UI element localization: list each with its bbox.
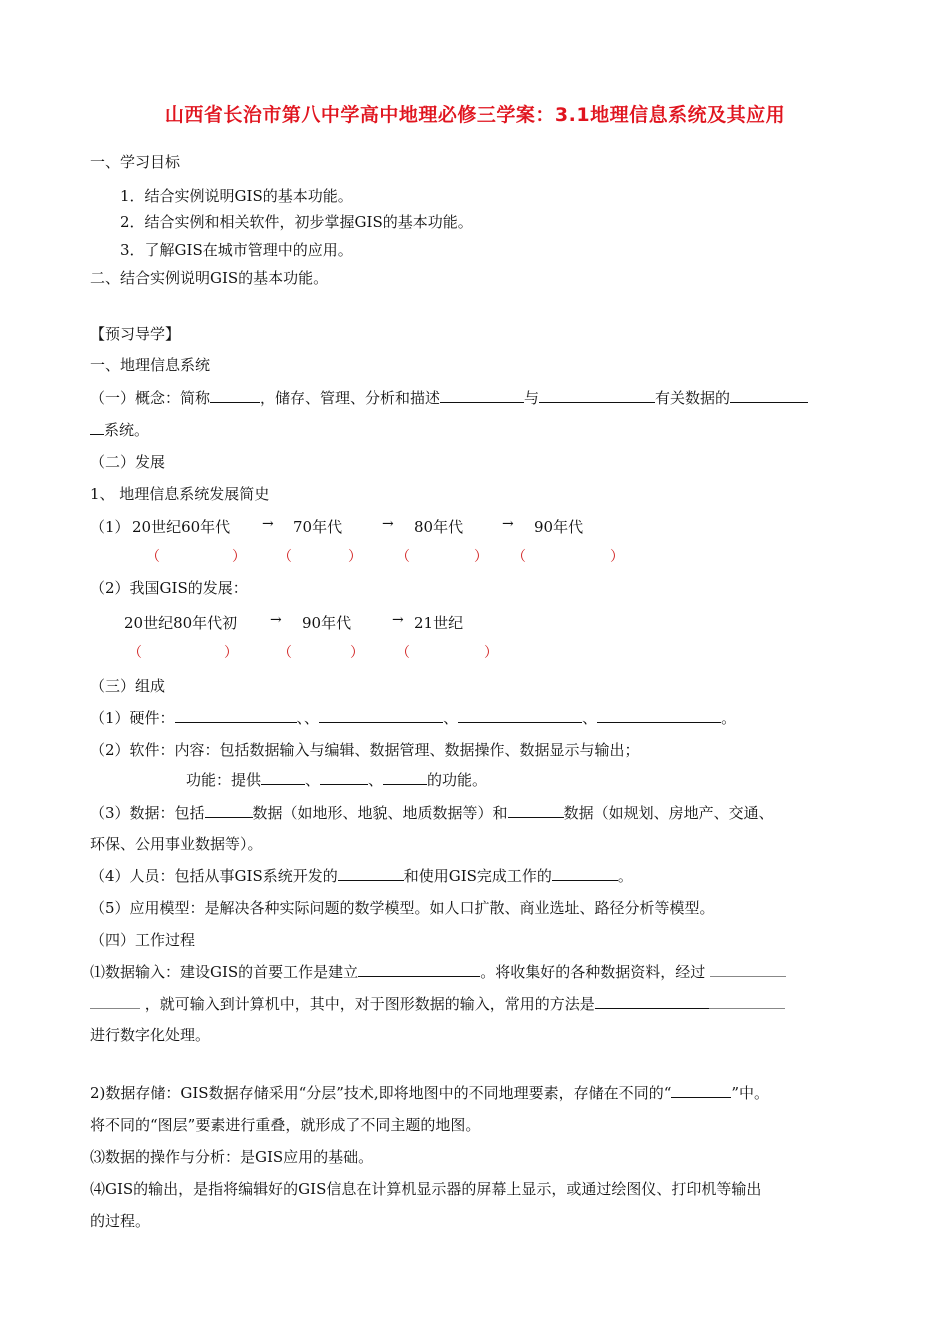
storage-line: 2)数据存储：GIS数据存储采用“分层”技术,即将地图中的不同地理要素，存储在不同的“ ”中。 [90, 1084, 770, 1102]
people-line: （4）人员：包括从事GIS系统开发的 和使用GIS完成工作的 。 [90, 867, 633, 885]
paren-open: （ [128, 645, 142, 661]
blank-field[interactable] [709, 994, 785, 1009]
china-title: （2）我国GIS的发展： [90, 579, 248, 597]
blank-field[interactable] [210, 388, 260, 403]
blank-field[interactable] [508, 803, 564, 818]
software-function: 功能：提供 、 、 的功能。 [186, 771, 488, 789]
objective-item: 2．结合实例和相关软件，初步掌握GIS的基本功能。 [120, 213, 473, 231]
china-stage: 20世纪80年代初 [124, 614, 238, 632]
development-heading: （二）发展 [90, 453, 166, 471]
arrow-icon: → [262, 516, 274, 532]
blank-field[interactable] [595, 994, 709, 1009]
blank-field[interactable] [458, 708, 582, 723]
model-line: （5）应用模型：是解决各种实际问题的数学模型。如人口扩散、商业选址、路径分析等模型。 [90, 899, 715, 917]
blank-field[interactable] [90, 994, 140, 1009]
blank-field[interactable] [319, 708, 443, 723]
paren-open: （ [396, 549, 410, 565]
blank-field[interactable] [383, 770, 427, 785]
china-stage: 21世纪 [414, 614, 464, 632]
paren-open: （ [512, 549, 526, 565]
paren-close: ） [232, 549, 246, 565]
paren-open: （ [278, 549, 292, 565]
paren-open: （ [396, 645, 410, 661]
concept-line-2: 系统。 [90, 420, 149, 440]
blank-field[interactable] [730, 388, 808, 403]
paren-open: （ [278, 645, 292, 661]
arrow-icon: → [502, 516, 514, 532]
objective-item: 1．结合实例说明GIS的基本功能。 [120, 187, 353, 205]
paren-close: ） [348, 549, 362, 565]
objective-item: 3．了解GIS在城市管理中的应用。 [120, 241, 353, 259]
blank-field[interactable] [671, 1083, 731, 1098]
ops-line: ⑶数据的操作与分析：是GIS应用的基础。 [90, 1148, 374, 1166]
data-line-2: 环保、公用事业数据等）。 [90, 835, 263, 853]
section-gis: 一、地理信息系统 [90, 356, 211, 374]
blank-field[interactable] [338, 866, 404, 881]
process-heading: （四）工作过程 [90, 931, 196, 949]
input-line-2: ，就可输入到计算机中，其中，对于图形数据的输入，常用的方法是 [90, 994, 785, 1014]
history-prefix: （1） [90, 518, 130, 536]
paren-close: ） [474, 549, 488, 565]
software-line: （2）软件：内容：包括数据输入与编辑、数据管理、数据操作、数据显示与输出； [90, 741, 640, 759]
data-line: （3）数据：包括 数据（如地形、地貌、地质数据等）和 数据（如规划、房地产、交通、 [90, 804, 774, 822]
composition-heading: （三）组成 [90, 677, 166, 695]
history-stage: 80年代 [414, 518, 464, 536]
paren-close: ） [224, 645, 238, 661]
hardware-line: （1）硬件： 、、 、 、 。 [90, 709, 737, 727]
china-stage: 90年代 [302, 614, 352, 632]
blank-field[interactable] [440, 388, 524, 403]
blank-field[interactable] [320, 770, 368, 785]
blank-field[interactable] [539, 388, 655, 403]
blank-field[interactable] [358, 962, 480, 977]
history-stage: 90年代 [534, 518, 584, 536]
blank-field[interactable] [205, 803, 253, 818]
paren-open: （ [146, 549, 160, 565]
blank-field[interactable] [90, 420, 104, 435]
paren-close: ） [610, 549, 624, 565]
input-line-3: 进行数字化处理。 [90, 1026, 211, 1044]
history-title: 1、 地理信息系统发展简史 [90, 485, 270, 503]
arrow-icon: → [382, 516, 394, 532]
blank-field[interactable] [597, 708, 721, 723]
storage-line-2: 将不同的“图层”要素进行重叠，就形成了不同主题的地图。 [90, 1116, 481, 1134]
preview-heading: 【预习导学】 [90, 325, 181, 343]
output-line-2: 的过程。 [90, 1212, 151, 1230]
history-stage: 20世纪60年代 [132, 518, 231, 536]
blank-field[interactable] [552, 866, 618, 881]
concept-line: （一）概念：简称 ，储存、管理、分析和描述 与 有关数据的 [90, 388, 808, 408]
blank-field[interactable] [261, 770, 305, 785]
objective-second: 二、结合实例说明GIS的基本功能。 [90, 269, 329, 287]
arrow-icon: → [392, 612, 404, 628]
output-line: ⑷GIS的输出，是指将编辑好的GIS信息在计算机显示器的屏幕上显示，或通过绘图仪、打印机等输出 [90, 1180, 762, 1198]
arrow-icon: → [270, 612, 282, 628]
paren-close: ） [484, 645, 498, 661]
blank-field[interactable] [175, 708, 297, 723]
input-line: ⑴数据输入：建设GIS的首要工作是建立 。将收集好的各种数据资料，经过 [90, 962, 786, 982]
page-title: 山西省长治市第八中学高中地理必修三学案：3.1地理信息系统及其应用 [164, 104, 786, 126]
paren-close: ） [350, 645, 364, 661]
blank-field[interactable] [710, 962, 786, 977]
history-stage: 70年代 [293, 518, 343, 536]
objectives-heading: 一、学习目标 [90, 153, 181, 171]
